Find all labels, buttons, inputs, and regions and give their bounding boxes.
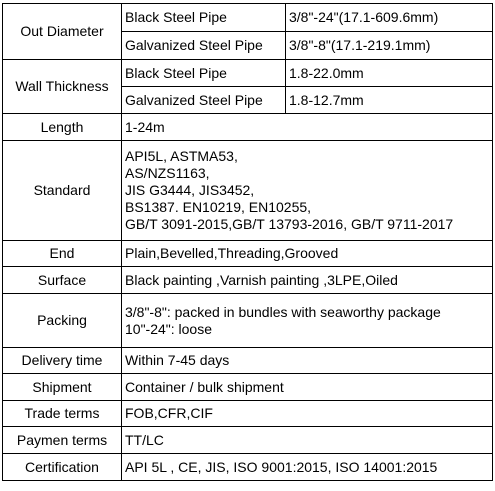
table-row bbox=[3, 141, 493, 241]
packing-value bbox=[122, 294, 493, 348]
certification-label: Certification bbox=[3, 454, 122, 481]
packing-label: Packing bbox=[3, 294, 122, 348]
shipment-value: Container / bulk shipment bbox=[122, 374, 493, 401]
payment-terms-label: Paymen terms bbox=[3, 427, 122, 454]
wall-thickness-black-name: Black Steel Pipe bbox=[122, 60, 286, 87]
out-diameter-galvanized-name: Galvanized Steel Pipe bbox=[122, 32, 286, 60]
out-diameter-black-value: 3/8"-24"(17.1-609.6mm) bbox=[286, 4, 493, 32]
out-diameter-galvanized-value: 3/8"-8"(17.1-219.1mm) bbox=[286, 32, 493, 60]
wall-thickness-galvanized-value: 1.8-12.7mm bbox=[286, 87, 493, 114]
surface-label: Surface bbox=[3, 267, 122, 294]
table-row bbox=[3, 267, 493, 294]
table-row bbox=[3, 294, 493, 348]
packing-line: 10"-24": loose bbox=[125, 320, 212, 337]
wall-thickness-black-value: 1.8-22.0mm bbox=[286, 60, 493, 87]
trade-terms-value: FOB,CFR,CIF bbox=[122, 401, 493, 427]
standard-label: Standard bbox=[3, 141, 122, 241]
table-row bbox=[3, 114, 493, 141]
packing-line: 3/8"-8": packed in bundles with seaworthy package bbox=[125, 303, 441, 320]
out-diameter-black-name: Black Steel Pipe bbox=[122, 4, 286, 32]
standard-line: AS/NZS1163, bbox=[125, 165, 210, 181]
surface-value: Black painting ,Varnish painting ,3LPE,Oiled bbox=[122, 267, 493, 294]
out-diameter-label: Out Diameter bbox=[3, 4, 122, 60]
table-row bbox=[3, 241, 493, 267]
standard-value bbox=[122, 141, 493, 241]
certification-value: API 5L , CE, JIS, ISO 9001:2015, ISO 14001:2015 bbox=[122, 454, 493, 481]
end-value: Plain,Bevelled,Threading,Grooved bbox=[122, 241, 493, 267]
table-row bbox=[3, 427, 493, 454]
table-row bbox=[3, 454, 493, 481]
specification-table bbox=[2, 3, 493, 481]
standard-line: BS1387. EN10219, EN10255, bbox=[125, 199, 312, 215]
trade-terms-label: Trade terms bbox=[3, 401, 122, 427]
shipment-label: Shipment bbox=[3, 374, 122, 401]
end-label: End bbox=[3, 241, 122, 267]
table-row bbox=[3, 4, 493, 32]
length-label: Length bbox=[3, 114, 122, 141]
table-row bbox=[3, 348, 493, 374]
table-row bbox=[3, 60, 493, 87]
standard-line: JIS G3444, JIS3452, bbox=[125, 182, 255, 198]
standard-line: API5L, ASTMA53, bbox=[125, 148, 238, 164]
table-row bbox=[3, 401, 493, 427]
payment-terms-value: TT/LC bbox=[122, 427, 493, 454]
length-value: 1-24m bbox=[122, 114, 493, 141]
wall-thickness-label: Wall Thickness bbox=[3, 60, 122, 114]
standard-line: GB/T 3091-2015,GB/T 13793-2016, GB/T 9711-2017 bbox=[125, 216, 454, 232]
delivery-time-value: Within 7-45 days bbox=[122, 348, 493, 374]
delivery-time-label: Delivery time bbox=[3, 348, 122, 374]
wall-thickness-galvanized-name: Galvanized Steel Pipe bbox=[122, 87, 286, 114]
table-row bbox=[3, 374, 493, 401]
